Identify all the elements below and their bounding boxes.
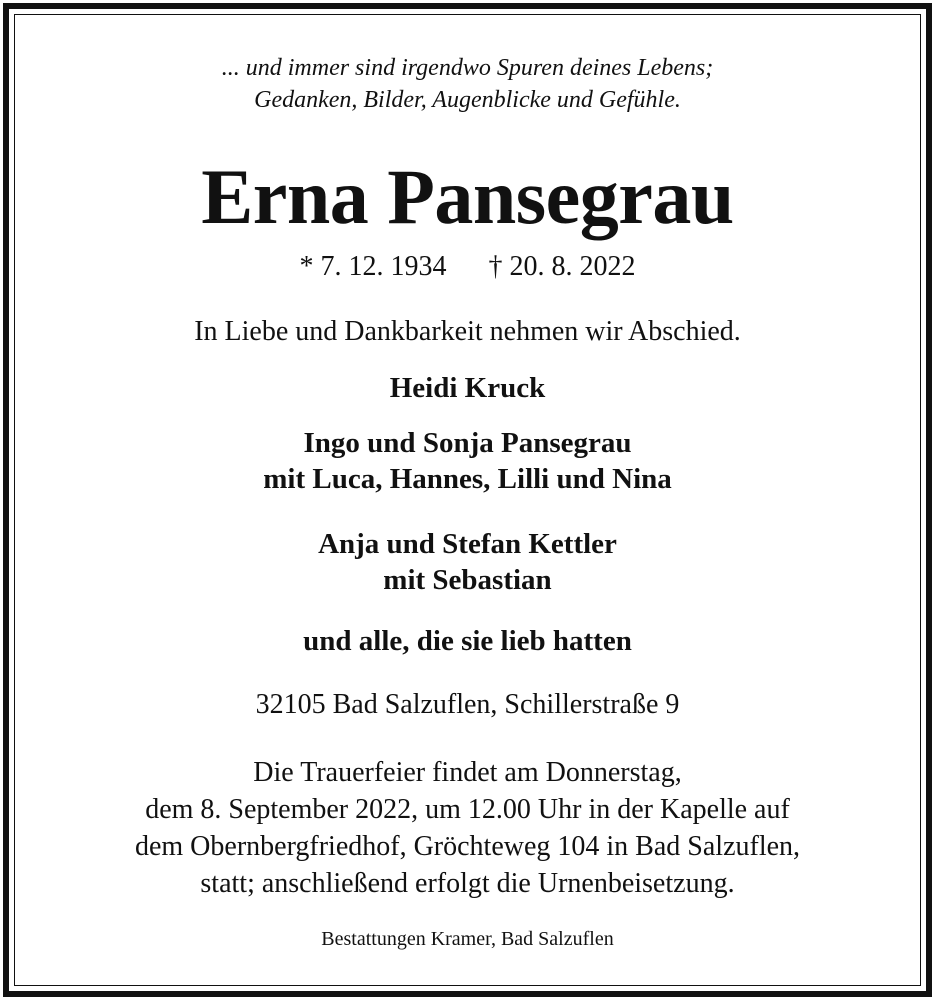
mourner-group [20,425,915,497]
mourner-line: Heidi Kruck [389,372,546,404]
mourner-group [20,370,915,406]
mourner-line: mit Sebastian [383,564,552,596]
funeral-service-info [20,754,915,902]
mourner-group [20,623,915,659]
family-address: 32105 Bad Salzuflen, Schillerstraße 9 [255,689,680,720]
mourner-line: und alle, die sie lieb hatten [303,625,632,657]
mourner-group [20,526,915,598]
motto-line: ... und immer sind irgendwo Spuren deines Lebens; [221,55,714,81]
service-line: dem 8. September 2022, um 12.00 Uhr in der Kapelle auf [145,794,790,825]
deceased-name: Erna Pansegrau [201,153,734,240]
motto-line: Gedanken, Bilder, Augenblicke und Gefühle. [254,87,681,113]
mourner-line: Anja und Stefan Kettler [318,528,617,560]
death-date: † 20. 8. 2022 [488,251,636,282]
service-line: statt; anschließend erfolgt die Urnenbeisetzung. [200,868,735,899]
mourner-line: Ingo und Sonja Pansegrau [303,427,632,459]
birth-date: * 7. 12. 1934 [299,251,447,282]
life-dates [20,250,915,284]
mourner-line: mit Luca, Hannes, Lilli und Nina [263,463,672,495]
service-line: dem Obernbergfriedhof, Gröchteweg 104 in Bad Salzuflen, [134,831,801,862]
undertaker-credit: Bestattungen Kramer, Bad Salzuflen [321,928,614,950]
service-line: Die Trauerfeier findet am Donnerstag, [253,757,682,788]
farewell-text: In Liebe und Dankbarkeit nehmen wir Abschied. [194,316,741,347]
motto-quote [20,52,915,116]
